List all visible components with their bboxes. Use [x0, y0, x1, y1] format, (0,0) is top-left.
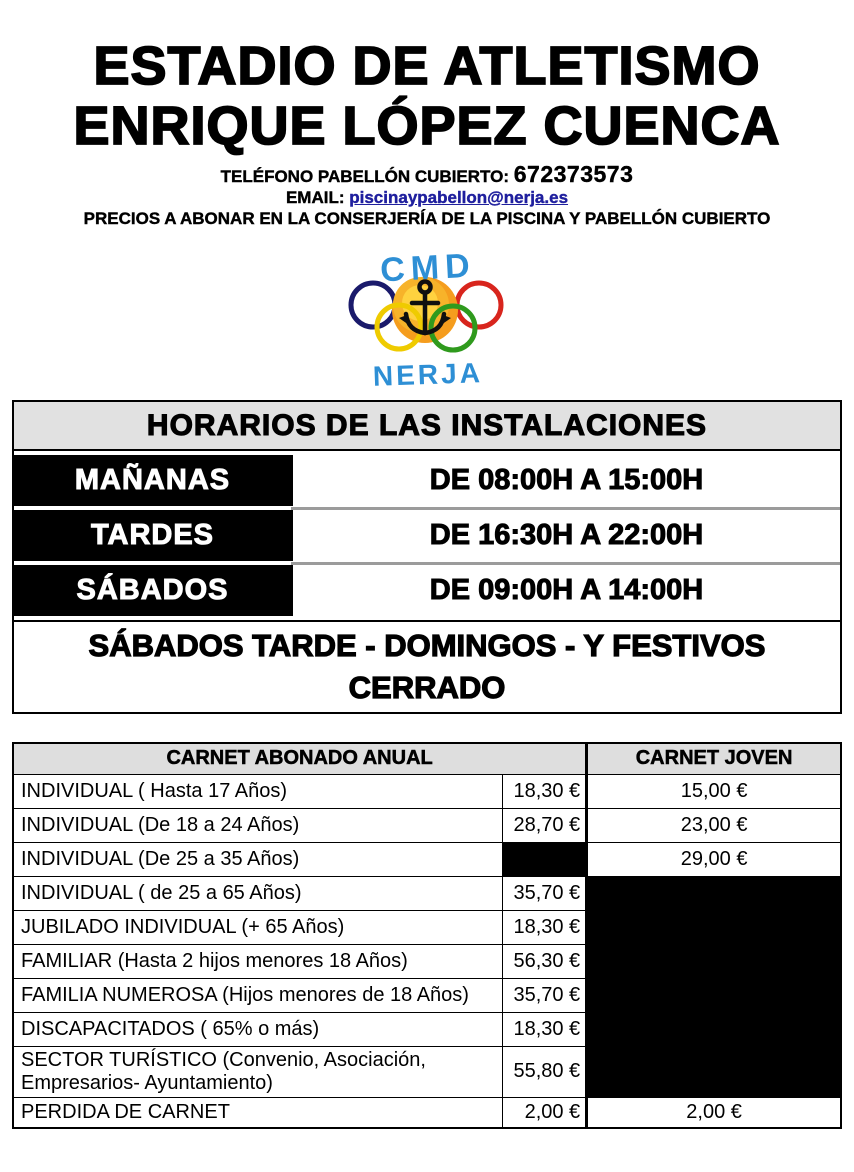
club-logo — [12, 239, 842, 391]
page-title — [12, 36, 842, 156]
horarios-table — [12, 400, 842, 714]
price-anual: 18,30 € — [503, 1012, 587, 1046]
schedule-value: DE 08:00H A 15:00H — [291, 455, 840, 506]
schedule-row — [14, 510, 840, 561]
price-anual: 55,80 € — [503, 1046, 587, 1097]
price-anual: 35,70 € — [503, 978, 587, 1012]
price-row — [13, 978, 841, 1012]
email-link[interactable]: piscinaypabellon@nerja.es — [349, 188, 569, 207]
price-anual: 2,00 € — [503, 1097, 587, 1128]
price-joven — [587, 876, 841, 910]
closed-line-2: CERRADO — [348, 670, 506, 705]
logo-bottom-text: NERJA — [372, 357, 484, 391]
price-anual: 35,70 € — [503, 876, 587, 910]
email-line — [12, 188, 842, 208]
prices-header-row — [13, 743, 841, 774]
poster-page — [12, 0, 842, 1129]
logo-top-text: CMD — [379, 246, 477, 290]
price-row — [13, 1097, 841, 1128]
price-row — [13, 876, 841, 910]
price-anual — [503, 842, 587, 876]
price-joven: 23,00 € — [587, 808, 841, 842]
notice-line: PRECIOS A ABONAR EN LA CONSERJERÍA DE LA PISCINA Y PABELLÓN CUBIERTO — [83, 209, 771, 228]
price-joven: 29,00 € — [587, 842, 841, 876]
prices-table — [12, 742, 842, 1129]
price-label: PERDIDA DE CARNET — [13, 1097, 503, 1128]
price-row — [13, 1012, 841, 1046]
price-row — [13, 842, 841, 876]
schedule-label: MAÑANAS — [14, 455, 291, 506]
price-row — [13, 774, 841, 808]
price-anual: 56,30 € — [503, 944, 587, 978]
header-carnet-abonado: CARNET ABONADO ANUAL — [13, 743, 587, 774]
schedule-value: DE 16:30H A 22:00H — [291, 510, 840, 561]
phone-number: 672373573 — [513, 161, 634, 187]
closed-line-1: SÁBADOS TARDE - DOMINGOS - Y FESTIVOS — [88, 628, 766, 663]
title-line-2: ENRIQUE LÓPEZ CUENCA — [73, 96, 781, 156]
price-label: FAMILIA NUMEROSA (Hijos menores de 18 Años) — [13, 978, 503, 1012]
price-label: SECTOR TURÍSTICO (Convenio, Asociación, Empresarios- Ayuntamiento) — [13, 1046, 503, 1097]
closed-row — [14, 620, 840, 712]
price-joven — [587, 910, 841, 944]
cmd-nerja-logo-icon — [329, 239, 525, 391]
price-row — [13, 1046, 841, 1097]
header-carnet-joven: CARNET JOVEN — [587, 743, 841, 774]
price-label: JUBILADO INDIVIDUAL (+ 65 Años) — [13, 910, 503, 944]
schedule-label: SÁBADOS — [14, 565, 291, 616]
price-label: FAMILIAR (Hasta 2 hijos menores 18 Años) — [13, 944, 503, 978]
price-anual: 18,30 € — [503, 910, 587, 944]
price-row — [13, 944, 841, 978]
phone-line — [12, 163, 842, 188]
price-row — [13, 910, 841, 944]
price-joven — [587, 944, 841, 978]
schedule-row — [14, 565, 840, 616]
price-anual: 18,30 € — [503, 774, 587, 808]
phone-label: TELÉFONO PABELLÓN CUBIERTO: — [220, 167, 509, 186]
price-label: INDIVIDUAL (De 18 a 24 Años) — [13, 808, 503, 842]
price-joven — [587, 978, 841, 1012]
title-line-1: ESTADIO DE ATLETISMO — [93, 36, 761, 96]
schedule-row — [14, 455, 840, 506]
price-label: INDIVIDUAL (De 25 a 35 Años) — [13, 842, 503, 876]
price-anual: 28,70 € — [503, 808, 587, 842]
schedule-label: TARDES — [14, 510, 291, 561]
price-label: DISCAPACITADOS ( 65% o más) — [13, 1012, 503, 1046]
horarios-header: HORARIOS DE LAS INSTALACIONES — [14, 402, 840, 451]
email-label: EMAIL: — [285, 188, 345, 207]
price-label: INDIVIDUAL ( Hasta 17 Años) — [13, 774, 503, 808]
ring-red-icon — [457, 283, 501, 327]
price-row — [13, 808, 841, 842]
schedule-value: DE 09:00H A 14:00H — [291, 565, 840, 616]
price-joven: 15,00 € — [587, 774, 841, 808]
contact-block — [12, 163, 842, 229]
price-joven — [587, 1046, 841, 1097]
price-label: INDIVIDUAL ( de 25 a 65 Años) — [13, 876, 503, 910]
price-joven — [587, 1012, 841, 1046]
price-joven: 2,00 € — [587, 1097, 841, 1128]
